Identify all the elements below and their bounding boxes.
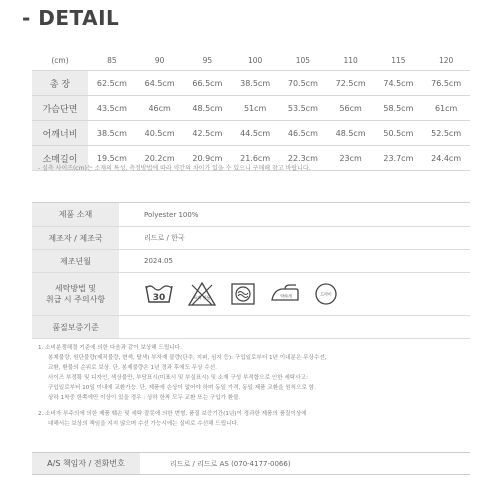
table-cell: 42.5cm (192, 128, 223, 138)
as-label: A/S 책임자 / 전화번호 (32, 453, 140, 474)
table-row-chest (32, 95, 470, 120)
info-label: 품질보증기준 (32, 316, 119, 338)
wash-30-icon (144, 282, 174, 306)
warranty-policy (38, 343, 478, 429)
size-table-header (32, 50, 470, 70)
as-contact-row (32, 452, 470, 475)
info-label: 제조자 / 제조국 (32, 227, 119, 249)
size-col: 100 (247, 55, 263, 65)
unit-label: (cm) (51, 55, 69, 65)
table-cell: 61cm (434, 103, 458, 113)
table-cell: 20.2cm (144, 153, 175, 163)
iron-low-icon (269, 282, 301, 306)
no-tumble-dry-icon (230, 282, 256, 306)
table-row-shoulder (32, 120, 470, 145)
table-cell: 40.5cm (144, 128, 175, 138)
table-cell: 38.5cm (96, 128, 127, 138)
table-cell: 64.5cm (144, 78, 175, 88)
table-cell: 53.5cm (287, 103, 318, 113)
info-value: Polyester 100% (144, 210, 199, 219)
iron-text: 약하게 (280, 293, 292, 299)
policy-item-2: 2. 소비자 부주의에 의한 제품 훼손 및 세탁 잘못에 의한 변형, 품질 보증기간(1년)이 경과한 제품의 품질이상에 (38, 411, 307, 417)
table-cell: 48.5cm (335, 128, 366, 138)
table-cell: 43.5cm (96, 103, 127, 113)
policy-line: 사이즈 부정확 및 디자인, 색상불만, 부당표시(미표시 및 부실표시) 및 소재 구성 부적합으로 인한 세탁사고: (48, 375, 308, 381)
table-cell: 76.5cm (431, 78, 462, 88)
table-cell: 50.5cm (383, 128, 414, 138)
table-cell: 20.9cm (192, 153, 223, 163)
table-cell: 56cm (339, 103, 362, 113)
table-cell: 48.5cm (192, 103, 223, 113)
table-cell: 24.4cm (431, 153, 462, 163)
info-value: 2024.05 (144, 257, 173, 265)
size-col: 95 (202, 55, 213, 65)
policy-line: 대해서는 보상의 책임을 지지 않으며 수선 가능시에는 실비로 수선해 드립니다. (48, 421, 239, 427)
dry-clean-icon (314, 282, 338, 306)
as-value: 리드로 / 리드로 AS (070-4177-0066) (170, 459, 291, 468)
row-label: 소매길이 (32, 146, 88, 170)
size-col: 110 (343, 55, 358, 65)
table-cell: 52.5cm (431, 128, 462, 138)
policy-item-1: 1. 소비분쟁해결 기준에 의한 다음과 같이 보상해 드립니다. (38, 345, 182, 351)
size-col: 115 (391, 55, 406, 65)
wash-icons (119, 281, 338, 307)
info-row-date (32, 250, 470, 273)
row-label: 총 장 (32, 71, 88, 95)
policy-line: 구입일로부터 10일 이내에 교환가능. 단, 제품에 손상이 없어야 하며 동일 가격, 동일 제품 교환을 원칙으로 함. (48, 385, 316, 391)
size-col: 105 (295, 55, 311, 65)
table-row-total-length (32, 70, 470, 95)
info-label (32, 273, 119, 315)
page-title: - DETAIL (22, 6, 120, 30)
info-row-wash (32, 273, 470, 316)
table-cell: 23.7cm (383, 153, 414, 163)
size-col: 90 (154, 55, 165, 65)
table-cell: 23cm (339, 153, 362, 163)
table-cell: 66.5cm (192, 78, 223, 88)
table-cell: 22.3cm (287, 153, 318, 163)
no-bleach-icon (187, 281, 217, 307)
product-info-table (32, 202, 470, 339)
size-table (32, 50, 470, 171)
policy-line: 봉제불량, 원단불량(제직불량, 변색, 탈색) 부자재 불량(단추, 지퍼, 심지 등): 구입일로부터 1년 이내분은 무상수선, (48, 355, 327, 361)
row-label: 가슴단면 (32, 96, 88, 120)
info-row-maker (32, 227, 470, 250)
table-cell: 19.5cm (96, 153, 127, 163)
info-row-material (32, 203, 470, 227)
no-bleach-text: 표백 안됨 (193, 295, 211, 300)
table-cell: 72.5cm (335, 78, 366, 88)
table-cell: 58.5cm (383, 103, 414, 113)
table-cell: 74.5cm (383, 78, 414, 88)
size-col: 85 (107, 55, 117, 65)
wash-label-line: 취급 시 주의사항 (45, 295, 106, 304)
table-cell: 46.5cm (287, 128, 318, 138)
wash-temp-text: 30 (152, 293, 166, 303)
table-cell: 44.5cm (240, 128, 271, 138)
policy-line: 교환, 환불의 순위로 보상. 단, 봉제불량은 1년 경과 후에도 무상 수선. (48, 365, 217, 371)
table-cell: 51cm (243, 103, 267, 113)
size-note: - 실측 사이즈(cm)는 소재의 특성, 측정방법에 따라 약간의 차이가 있을 수 있으니 구매해 참고 바랍니다. (38, 165, 311, 172)
table-cell: 46cm (148, 103, 171, 113)
info-label: 제품 소재 (32, 203, 119, 226)
wash-label-line: 세탁방법 및 (54, 284, 97, 293)
policy-line: 상하 1착중 한쪽에만 이상이 있을 경우 : 상하 한착 모두 교환 또는 구입가 환불. (48, 395, 241, 401)
info-value: 리드로 / 한국 (144, 234, 185, 242)
info-row-warranty (32, 316, 470, 339)
dry-clean-text: 드라이 (320, 291, 332, 297)
size-col: 120 (438, 55, 454, 65)
table-cell: 70.5cm (287, 78, 318, 88)
table-cell: 21.6cm (240, 153, 271, 163)
table-cell: 38.5cm (240, 78, 271, 88)
table-cell: 62.5cm (96, 78, 127, 88)
info-label: 제조년월 (32, 250, 119, 272)
row-label: 어깨너비 (32, 121, 88, 145)
